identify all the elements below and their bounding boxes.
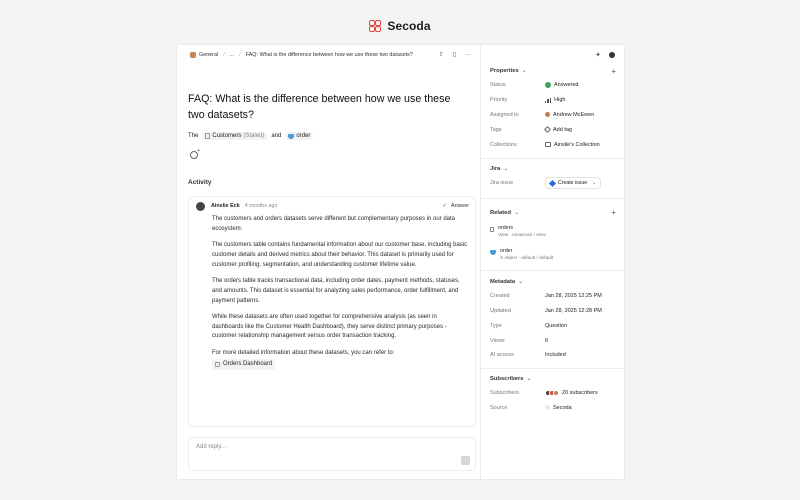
more-icon[interactable]: ···: [465, 51, 471, 58]
subscribers-row[interactable]: [490, 386, 616, 401]
resource-chip-order[interactable]: [285, 132, 313, 140]
comment-header: [189, 197, 475, 215]
page-title[interactable]: FAQ: What is the difference between how we use these two datasets?: [188, 93, 451, 121]
add-property-icon[interactable]: +: [611, 66, 616, 76]
related-item-orders[interactable]: [490, 223, 616, 239]
property-key: Source: [490, 404, 508, 411]
metadata-row-ai-access: [490, 348, 616, 363]
metadata-section: [481, 271, 624, 369]
metadata-key: Updated: [490, 307, 511, 314]
property-key: Priority: [490, 97, 508, 104]
property-row-assignee[interactable]: [490, 108, 616, 123]
comment-paragraph: While these datasets are often used together for comprehensive analysis (as seen in dashboards like the Customer Health Dashboard), they serve distinct primary purposes - customer relationship management versus order transaction tracking.: [212, 313, 447, 340]
database-icon: [490, 250, 496, 255]
properties-header[interactable]: [490, 64, 616, 78]
property-row-tags[interactable]: [490, 122, 616, 137]
brand-name: Secoda: [387, 19, 431, 33]
property-row-status[interactable]: [490, 78, 616, 93]
metadata-row-views: [490, 333, 616, 348]
app-window: [177, 45, 624, 479]
ai-sparkle-icon[interactable]: ✦: [595, 51, 601, 59]
property-key: Collections: [490, 141, 517, 148]
chevron-down-icon: ⌄: [513, 209, 519, 216]
reply-input[interactable]: [188, 437, 476, 471]
chip-status: (Staled): [243, 133, 265, 139]
side-panel: [481, 45, 624, 479]
subscribers-header[interactable]: [490, 372, 616, 386]
property-key: Status: [490, 82, 506, 89]
chevron-down-icon: ⌄: [526, 375, 532, 382]
chip-label: order: [296, 133, 311, 139]
collection-value: Ainslie's Collection: [554, 141, 600, 148]
section-title: Related: [490, 209, 511, 216]
breadcrumb-ellipsis[interactable]: ...: [229, 51, 235, 58]
chevron-down-icon: ⌄: [521, 68, 527, 74]
reply-placeholder: Add reply...: [196, 444, 226, 450]
dashboard-icon: [215, 362, 220, 367]
properties-section: [481, 64, 624, 159]
metadata-row-type: [490, 318, 616, 333]
breadcrumb-current: FAQ: What is the difference between how we use these two datasets?: [245, 51, 413, 58]
main-panel: [177, 45, 481, 479]
metadata-value: Jan 28, 2025 12:25 PM: [545, 293, 602, 300]
subscribers-section: [481, 369, 624, 416]
metadata-key: Created: [490, 293, 510, 300]
metadata-header[interactable]: [490, 275, 616, 289]
jira-section: [481, 159, 624, 199]
database-icon: [288, 134, 294, 139]
chevron-down-icon: ⌄: [503, 165, 509, 172]
priority-value: High: [554, 97, 566, 104]
property-row-priority[interactable]: [490, 93, 616, 108]
metadata-value: Question: [545, 322, 568, 329]
add-reaction-icon[interactable]: [190, 151, 198, 159]
side-toolbar: [481, 45, 624, 64]
comment-paragraph: The customers and orders datasets serve different but complementary purposes in our data ecosystem:: [212, 216, 456, 232]
chevron-down-icon: ⌄: [592, 180, 597, 187]
section-title: Properties: [490, 68, 519, 74]
add-tag-button: Add tag: [553, 126, 572, 133]
question-description[interactable]: [188, 132, 469, 140]
metadata-value: Jan 28, 2025 12:28 PM: [545, 307, 602, 314]
section-title: Metadata: [490, 278, 516, 285]
subscriber-avatars: [545, 390, 557, 396]
button-label: Create issue: [558, 180, 588, 187]
user-avatar-icon: [545, 112, 550, 117]
related-header[interactable]: [490, 206, 616, 220]
metadata-value: 6: [545, 337, 549, 344]
priority-bars-icon: [545, 98, 551, 103]
subscriber-count: 20 subscribers: [562, 390, 598, 397]
comment-paragraph: The customers table contains fundamental information about our customer base, including basic customer details and derived metrics about their behavior. This dataset is primarily used for customer profiling, segmentation, and understanding customer lifetime value.: [212, 242, 468, 268]
description-conjunction: and: [271, 133, 282, 139]
toolbar-icons: [439, 51, 471, 58]
related-item-order[interactable]: [490, 246, 616, 262]
orders-dashboard-link[interactable]: [212, 359, 275, 371]
source-icon: [545, 405, 550, 410]
metadata-row-updated: [490, 304, 616, 319]
assignee-value: Andrew McEwen: [553, 111, 595, 118]
related-sub: View · snowman / view: [498, 231, 546, 237]
check-icon: ✓: [442, 203, 448, 209]
answer-button[interactable]: [442, 203, 469, 209]
related-sub: S object · default / default: [500, 254, 554, 260]
metadata-key: Type: [490, 322, 502, 329]
property-key: Assigned to: [490, 111, 519, 118]
bookmark-icon[interactable]: ▯: [452, 52, 456, 58]
comment-time: 4 months ago: [244, 203, 278, 209]
add-related-icon[interactable]: +: [611, 208, 616, 218]
metadata-value: Included: [545, 352, 566, 359]
source-row: [490, 401, 616, 416]
metadata-row-created: [490, 289, 616, 304]
table-icon: [205, 133, 210, 139]
breadcrumb-team[interactable]: General: [199, 51, 219, 58]
description-prefix: The: [188, 133, 199, 139]
related-name: order: [500, 247, 513, 254]
property-key: Subscribers: [490, 390, 520, 397]
source-value: Secoda: [553, 404, 572, 411]
metadata-key: AI access: [490, 352, 514, 359]
tag-icon: [544, 126, 551, 133]
related-name: orders: [498, 224, 514, 231]
breadcrumb: General / ... / FAQ: What is the difference between how we use these two datasets? ⇪ ▯ ···: [177, 45, 480, 64]
resource-chip-customers[interactable]: [202, 132, 267, 140]
create-issue-button[interactable]: [545, 177, 601, 189]
metadata-key: Views: [490, 337, 505, 344]
answer-label: Answer: [451, 203, 469, 209]
brand-header: [0, 19, 800, 33]
related-section: [481, 199, 624, 271]
info-icon[interactable]: [609, 52, 615, 58]
send-icon[interactable]: ↑: [461, 456, 470, 465]
property-key: Jira issue: [490, 180, 514, 187]
comment-paragraph: For more detailed information about these datasets, you can refer to:: [212, 349, 395, 356]
property-key: Tags: [490, 126, 502, 133]
avatar[interactable]: [196, 202, 205, 211]
team-icon: [190, 52, 196, 58]
jira-issue-row: [490, 176, 616, 191]
link-label: Orders Dashboard: [223, 360, 273, 367]
view-icon: [490, 227, 494, 232]
section-title: Jira: [490, 165, 501, 172]
status-badge: Answered: [554, 82, 579, 89]
comment-body: [189, 215, 475, 372]
comment-paragraph: The orders table tracks transactional data, including order dates, payment methods, statuses, and amounts. This dataset is essential for analyzing sales performance, order fulfillment, and payment patterns.: [212, 277, 460, 304]
section-title: Subscribers: [490, 375, 524, 382]
jira-header[interactable]: [490, 162, 616, 176]
comment-card: [188, 196, 476, 427]
chip-label: Customers: [212, 133, 242, 139]
property-row-collections[interactable]: [490, 137, 616, 152]
jira-icon: [549, 180, 556, 187]
secoda-logo-icon: [369, 20, 382, 33]
comment-author[interactable]: Ainslie Eck: [211, 203, 240, 209]
activity-heading: Activity: [188, 179, 212, 186]
share-icon[interactable]: ⇪: [438, 52, 444, 58]
status-check-icon: [545, 82, 551, 88]
chevron-down-icon: ⌄: [518, 278, 523, 285]
folder-icon: [545, 142, 551, 147]
